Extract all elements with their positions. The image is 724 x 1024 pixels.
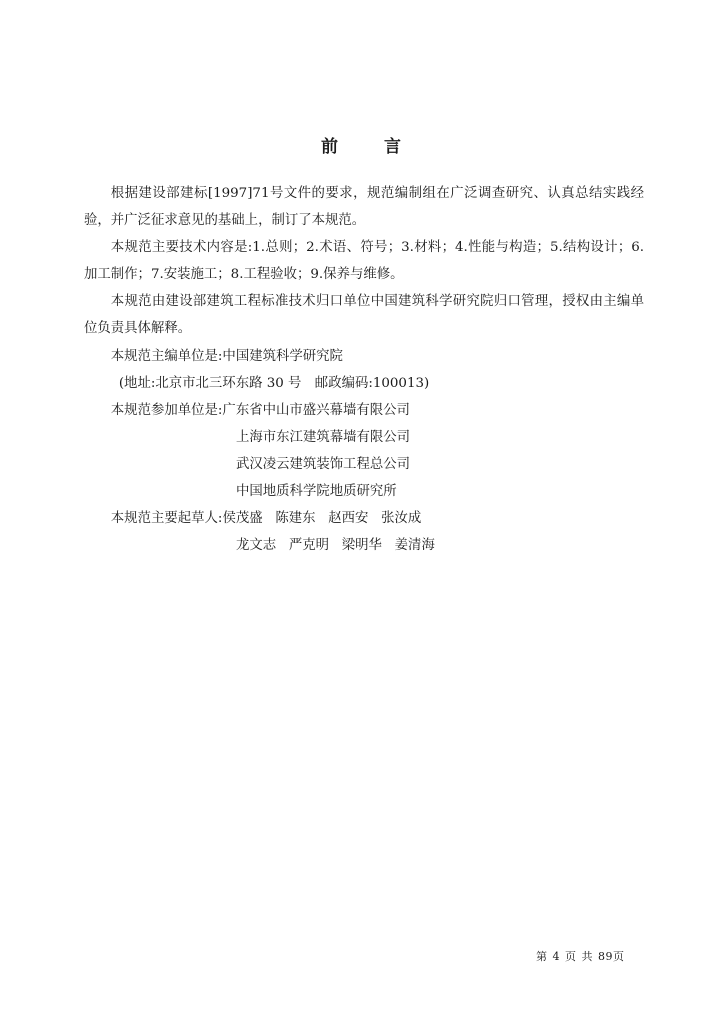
page-title <box>0 132 724 157</box>
participating-unit: 中国地质科学院地质研究所 <box>236 484 397 500</box>
title-char-1: 前 <box>321 137 340 157</box>
drafter-name: 龙文志 <box>236 538 277 554</box>
footer-di: 第 <box>536 950 548 963</box>
chief-editor-unit: 本规范主编单位是:中国建筑科学研究院 <box>110 348 343 364</box>
chief-unit-address: (地址:北京市北三环东路 30 号 邮政编码:100013) <box>118 375 430 391</box>
paragraph-basis: 根据建设部建标[1997]71号文件的要求，规范编制组在广泛调查研究、认真总结实践经验，并广泛征求意见的基础上，制订了本规范。 <box>84 186 644 229</box>
drafter-name: 赵西安 <box>328 511 369 527</box>
drafter-name: 梁明华 <box>341 538 382 554</box>
drafters-row-1 <box>84 505 644 532</box>
footer-gong: 共 <box>581 950 593 963</box>
footer-ye: 页 <box>565 950 577 963</box>
drafter-name: 姜清海 <box>394 538 435 554</box>
participating-unit: 上海市东江建筑幕墙有限公司 <box>236 429 411 445</box>
drafters-row-2 <box>84 532 644 559</box>
participating-unit-lead: 本规范参加单位是:广东省中山市盛兴幕墙有限公司 <box>110 402 410 418</box>
preface-body <box>84 180 644 559</box>
participating-unit: 武汉凌云建筑装饰工程总公司 <box>236 456 411 472</box>
drafters-label: 本规范主要起草人: <box>110 511 223 527</box>
footer-page-number: 4 <box>552 950 560 963</box>
drafter-name: 陈建东 <box>275 511 316 527</box>
title-char-2: 言 <box>384 137 403 157</box>
drafter-name: 侯茂盛 <box>222 511 263 527</box>
page-footer <box>536 948 630 964</box>
paragraph-management: 本规范由建设部建筑工程标准技术归口单位中国建筑科学研究院归口管理，授权由主编单位负责具体解释。 <box>84 294 644 337</box>
drafter-name: 严克明 <box>288 538 330 554</box>
paragraph-contents: 本规范主要技术内容是:1.总则；2.术语、符号；3.材料；4.性能与构造；5.结构设计；6.加工制作；7.安装施工；8.工程验收；9.保养与维修。 <box>84 240 644 283</box>
drafter-name: 张汝成 <box>381 511 422 527</box>
footer-total-pages: 89页 <box>598 950 625 963</box>
